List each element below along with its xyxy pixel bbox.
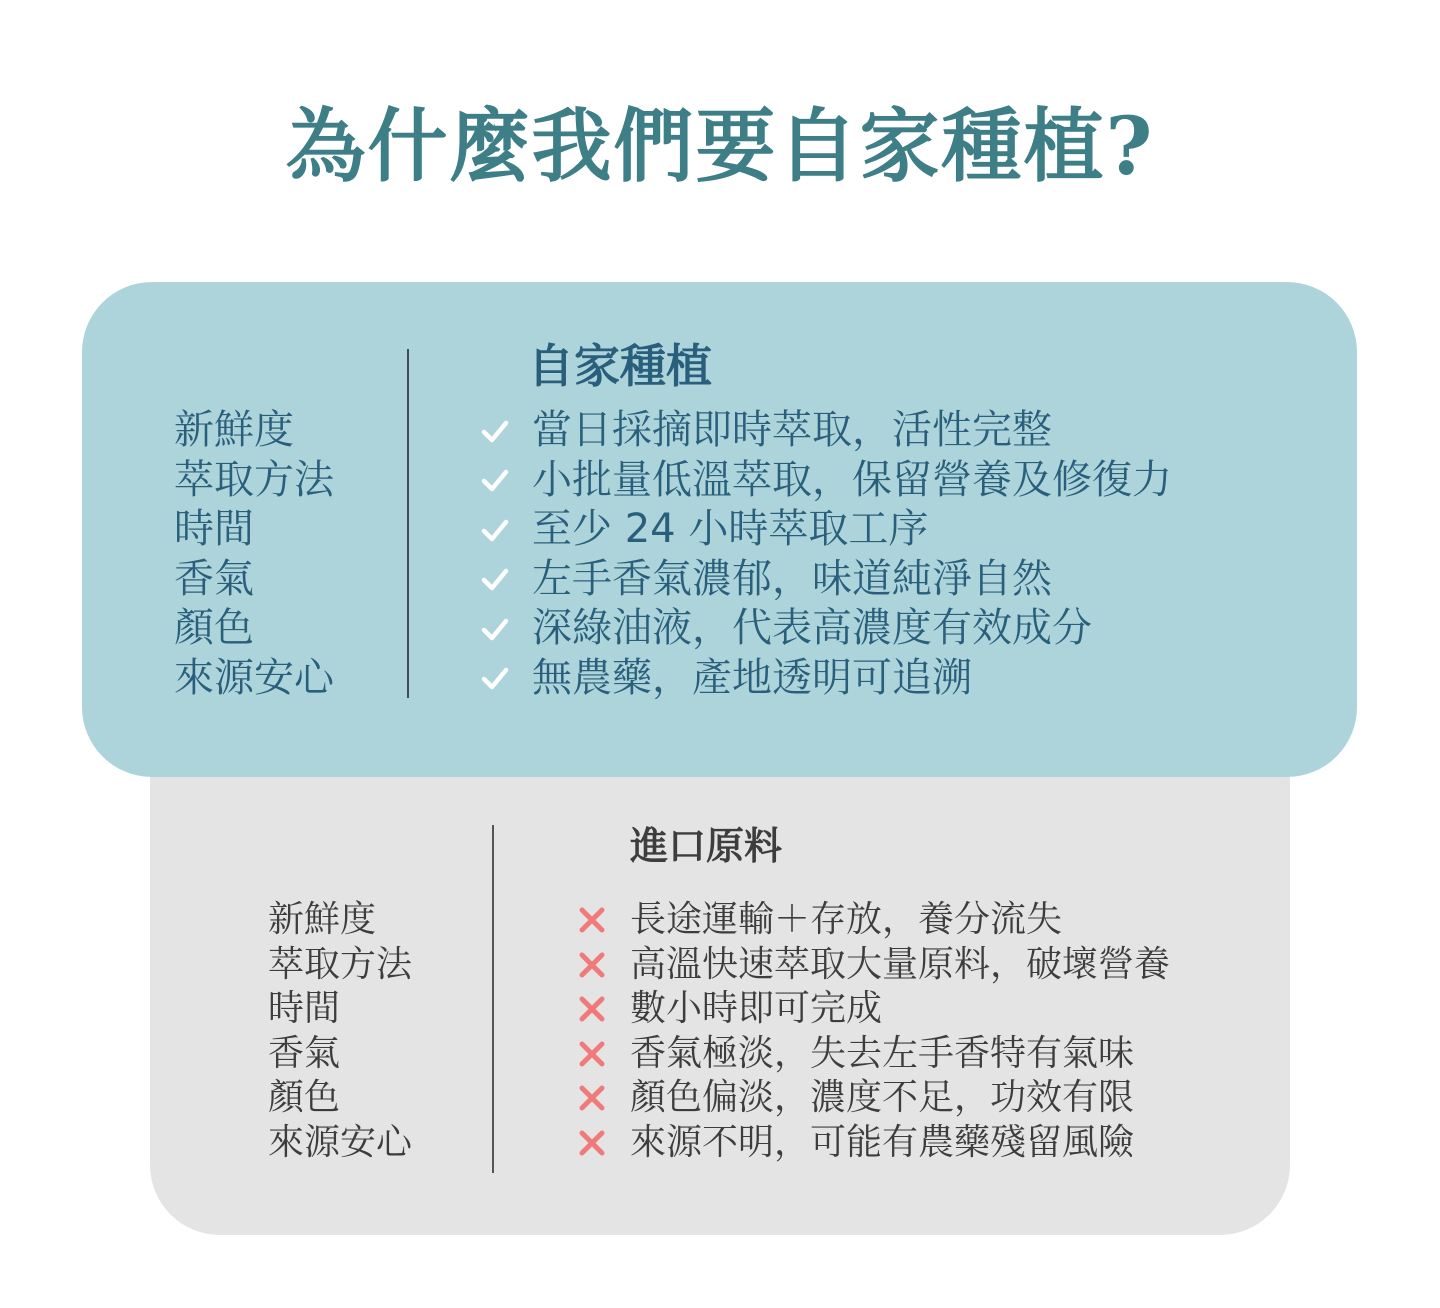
list-item [576,943,1170,988]
criteria-label: 香氣 [174,555,254,602]
page-title: 為什麼我們要自家種植? [285,99,1155,193]
list-item [478,555,1172,605]
point-text: 無農藥，產地透明可追溯 [532,654,972,701]
point-text: 數小時即可完成 [630,988,883,1029]
criteria-label: 香氣 [268,1032,341,1074]
criteria-label: 萃取方法 [174,456,334,503]
list-item [576,1076,1170,1121]
list-item [478,406,1172,456]
criteria-label: 來源安心 [174,654,334,701]
criteria-label: 顏色 [174,605,254,651]
criteria-label: 來源安心 [268,1121,413,1163]
check-icon [478,414,512,448]
list-item [478,654,1172,704]
list-item [478,604,1172,654]
column-divider [492,825,494,1173]
imported-points-list [576,898,1170,1165]
point-text: 左手香氣濃郁，味道純淨自然 [532,555,1052,602]
criteria-label: 時間 [174,506,254,552]
check-icon [478,661,512,695]
point-text: 香氣極淡，失去左手香特有氣味 [630,1032,1135,1074]
imported-criteria-list [268,898,412,1165]
check-icon [478,463,512,497]
list-item [576,898,1170,943]
criteria-label: 顏色 [268,1077,341,1118]
home-grown-criteria-list [174,406,334,703]
list-item [478,456,1172,506]
home-grown-comparison-card [82,282,1357,777]
point-text: 來源不明，可能有農藥殘留風險 [630,1121,1135,1163]
column-divider [407,349,409,698]
list-item [576,987,1170,1032]
imported-heading: 進口原料 [630,824,783,868]
cross-icon [576,1038,608,1070]
criteria-label: 萃取方法 [268,943,413,985]
check-icon [478,562,512,596]
point-text: 至少 24 小時萃取工序 [532,506,929,552]
cross-icon [576,993,608,1025]
point-text: 當日採摘即時萃取，活性完整 [532,407,1052,453]
point-text: 小批量低溫萃取，保留營養及修復力 [532,456,1172,503]
check-icon [478,513,512,547]
cross-icon [576,1082,608,1114]
cross-icon [576,904,608,936]
home-grown-points-list [478,406,1172,703]
criteria-label: 新鮮度 [268,899,377,940]
check-icon [478,612,512,646]
point-text: 顏色偏淡，濃度不足，功效有限 [630,1077,1135,1118]
point-text: 長途運輸＋存放，養分流失 [630,899,1063,940]
imported-comparison-card [150,700,1290,1235]
list-item [576,1032,1170,1077]
cross-icon [576,949,608,981]
criteria-label: 時間 [268,988,341,1029]
list-item [478,505,1172,555]
point-text: 高溫快速萃取大量原料，破壞營養 [630,943,1171,985]
point-text: 深綠油液，代表高濃度有效成分 [532,605,1092,651]
list-item [576,1121,1170,1166]
home-grown-heading: 自家種植 [528,339,712,393]
cross-icon [576,1127,608,1159]
criteria-label: 新鮮度 [174,407,294,453]
